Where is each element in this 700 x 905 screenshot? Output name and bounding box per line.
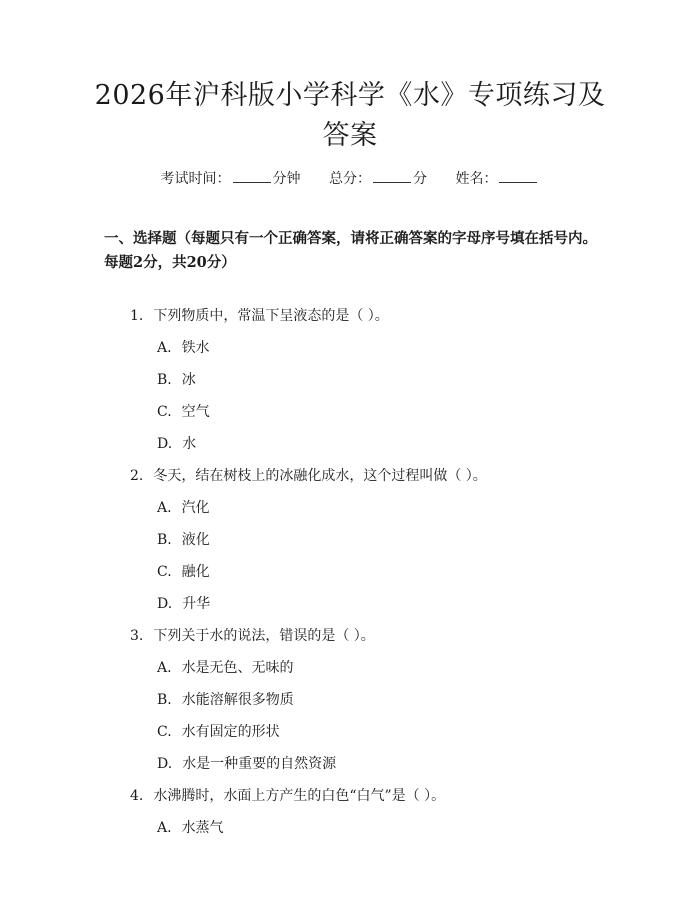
option-text: 水蒸气 [181, 820, 224, 836]
option-c [130, 562, 610, 594]
exam-time-field [161, 171, 301, 187]
question-stem [130, 306, 610, 338]
question-number: 4. [130, 788, 144, 804]
option-a [130, 498, 610, 530]
option-letter: A. [157, 660, 172, 676]
option-text: 空气 [181, 404, 210, 420]
option-c [130, 402, 610, 434]
option-letter: A. [157, 500, 172, 516]
option-letter: A. [157, 820, 172, 836]
option-letter: C. [157, 404, 172, 420]
option-letter: A. [157, 340, 172, 356]
question-3 [130, 626, 610, 786]
exam-time-unit: 分钟 [272, 171, 301, 187]
option-letter: C. [157, 564, 172, 580]
option-text: 液化 [181, 532, 210, 548]
student-name-blank [499, 168, 537, 183]
option-text: 升华 [182, 596, 211, 612]
question-list [130, 306, 610, 850]
question-stem [130, 786, 610, 818]
option-text: 水有固定的形状 [181, 724, 280, 740]
student-name-label: 姓名： [455, 171, 498, 187]
option-d [130, 594, 610, 626]
exam-info-line [0, 168, 700, 189]
option-text: 水能溶解很多物质 [181, 692, 294, 708]
question-1 [130, 306, 610, 466]
total-score-blank [373, 168, 411, 183]
option-text: 水是无色、无味的 [181, 660, 294, 676]
question-text: 冬天，结在树枝上的冰融化成水，这个过程叫做（ ）。 [153, 468, 487, 484]
question-stem [130, 626, 610, 658]
option-c [130, 722, 610, 754]
question-2 [130, 466, 610, 626]
option-d [130, 754, 610, 786]
question-4 [130, 786, 610, 850]
option-letter: B. [157, 532, 172, 548]
question-text: 水沸腾时，水面上方产生的白色“白气”是（ ）。 [153, 788, 446, 804]
option-a [130, 658, 610, 690]
question-stem [130, 466, 610, 498]
option-d [130, 434, 610, 466]
option-text: 冰 [181, 372, 196, 388]
question-text: 下列物质中，常温下呈液态的是（ ）。 [153, 308, 389, 324]
option-letter: D. [157, 596, 173, 612]
document-title: 2026年沪科版小学科学《水》专项练习及答案 [94, 80, 606, 151]
option-letter: D. [157, 436, 173, 452]
option-text: 融化 [181, 564, 210, 580]
option-letter: B. [157, 692, 172, 708]
option-text: 铁水 [181, 340, 210, 356]
question-number: 2. [130, 468, 144, 484]
question-number: 3. [130, 628, 144, 644]
exam-time-label: 考试时间： [160, 171, 231, 187]
exam-time-blank [233, 168, 271, 183]
option-letter: D. [157, 756, 173, 772]
option-text: 汽化 [181, 500, 210, 516]
option-letter: C. [157, 724, 172, 740]
option-text: 水 [182, 436, 197, 452]
question-text: 下列关于水的说法，错误的是（ ）。 [153, 628, 375, 644]
question-number: 1. [130, 308, 144, 324]
section-heading: 一、选择题（每题只有一个正确答案，请将正确答案的字母序号填在括号内。每题2分，共20分） [104, 230, 597, 271]
option-b [130, 690, 610, 722]
student-name-field [455, 171, 539, 187]
option-b [130, 530, 610, 562]
option-text: 水是一种重要的自然资源 [182, 756, 337, 772]
total-score-label: 总分： [329, 171, 371, 187]
option-b [130, 370, 610, 402]
option-letter: B. [157, 372, 172, 388]
option-a [130, 338, 610, 370]
total-score-field [329, 171, 427, 187]
option-a [130, 818, 610, 850]
total-score-unit: 分 [413, 171, 427, 187]
